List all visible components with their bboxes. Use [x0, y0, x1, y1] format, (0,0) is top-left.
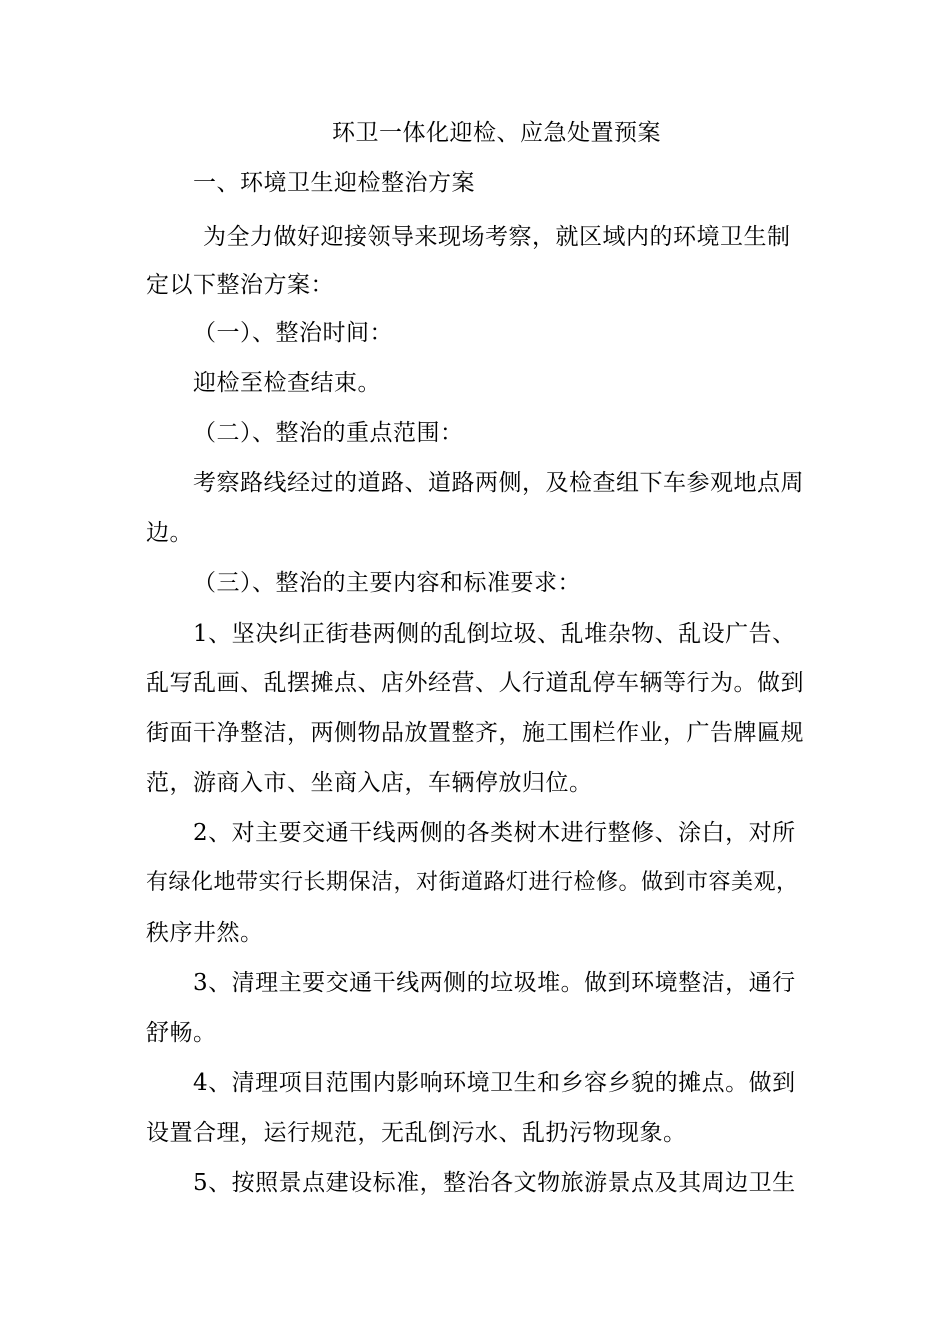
item-1-line-3: 街面干净整洁，两侧物品放置整齐，施工围栏作业，广告牌匾规	[146, 720, 804, 746]
item-2-line-3: 秩序井然。	[146, 920, 264, 946]
intro-line-2: 定以下整治方案：	[146, 272, 334, 298]
subheading-scope: （二）、整治的重点范围：	[193, 420, 464, 446]
time-body: 迎检至检查结束。	[193, 370, 381, 396]
intro-line-1: 为全力做好迎接领导来现场考察，就区域内的环境卫生制	[203, 224, 791, 250]
document-title: 环卫一体化迎检、应急处置预案	[332, 120, 661, 146]
item-2-line-2: 有绿化地带实行长期保洁，对街道路灯进行检修。做到市容美观，	[146, 870, 799, 895]
item-1-line-2: 乱写乱画、乱摆摊点、店外经营、人行道乱停车辆等行为。做到	[146, 670, 804, 696]
item-1-line-1: 1、坚决纠正街巷两侧的乱倒垃圾、乱堆杂物、乱设广告、	[193, 621, 796, 647]
item-3-line-1: 3、清理主要交通干线两侧的垃圾堆。做到环境整洁，通行	[193, 970, 796, 996]
scope-body-line-2: 边。	[146, 520, 193, 546]
scope-body-line-1: 考察路线经过的道路、道路两侧，及检查组下车参观地点周	[193, 470, 804, 496]
subheading-time: （一）、整治时间：	[193, 320, 393, 346]
item-1-line-4: 范，游商入市、坐商入店，车辆停放归位。	[146, 770, 593, 796]
item-5-line-1: 5、按照景点建设标准，整治各文物旅游景点及其周边卫生	[193, 1170, 796, 1196]
item-4-line-2: 设置合理，运行规范，无乱倒污水、乱扔污物现象。	[146, 1120, 687, 1146]
item-4-line-1: 4、清理项目范围内影响环境卫生和乡容乡貌的摊点。做到	[193, 1070, 796, 1096]
item-2-line-1: 2、对主要交通干线两侧的各类树木进行整修、涂白，对所	[193, 820, 796, 846]
section-heading: 一、环境卫生迎检整治方案	[193, 170, 475, 196]
subheading-content: （三）、整治的主要内容和标准要求：	[193, 570, 581, 596]
item-3-line-2: 舒畅。	[146, 1020, 217, 1046]
